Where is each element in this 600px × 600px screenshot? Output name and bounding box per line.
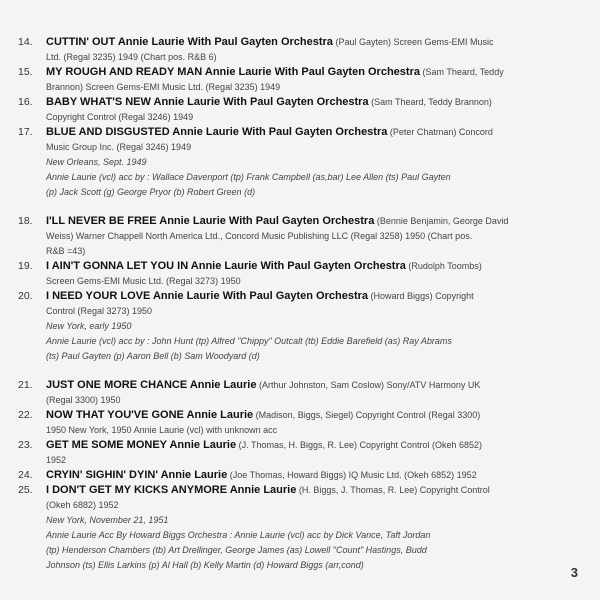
track-15 [18,65,558,95]
track-16 [18,95,558,125]
track-title: CRYIN' SIGHIN' DYIN' Annie Laurie [46,469,228,481]
track-number: 18. [18,215,33,227]
track-title: MY ROUGH AND READY MAN Annie Laurie With Paul Gayten Orchestra [46,66,420,78]
personnel-info: (tp) Henderson Chambers (tb) Art Drellinger, George James (as) Lowell "Count" Hastings, Budd [46,545,427,555]
personnel-info: Annie Laurie (vcl) acc by : John Hunt (tp) Alfred "Chippy" Outcalt (tb) Eddie Barefield (as) Ray Abrams [46,336,452,346]
track-number: 14. [18,36,33,48]
track-title: CUTTIN' OUT Annie Laurie With Paul Gayten Orchestra [46,36,333,48]
track-17 [18,125,558,200]
track-19 [18,259,558,289]
personnel-info: Annie Laurie Acc By Howard Biggs Orchestra : Annie Laurie (vcl) acc by Dick Vance, Taft Jordan [46,530,431,540]
track-25 [18,483,558,573]
track-credit: (H. Biggs, J. Thomas, R. Lee) Copyright Control [298,485,490,495]
session-info: New Orleans, Sept. 1949 [46,157,147,167]
track-number: 20. [18,290,33,302]
track-22 [18,408,558,438]
session-info: New York, November 21, 1951 [46,515,169,525]
track-title: I'LL NEVER BE FREE Annie Laurie With Paul Gayten Orchestra [46,215,375,227]
track-credit: R&B =43) [46,246,86,256]
track-credit: (Arthur Johnston, Sam Coslow) Sony/ATV Harmony UK [258,380,481,390]
track-number: 22. [18,409,33,421]
track-credit: (Regal 3300) 1950 [46,395,121,405]
track-23 [18,438,558,468]
track-number: 16. [18,96,33,108]
track-title: GET ME SOME MONEY Annie Laurie [46,439,237,451]
track-credit: Ltd. (Regal 3235) 1949 (Chart pos. R&B 6) [46,52,217,62]
track-title: I AIN'T GONNA LET YOU IN Annie Laurie With Paul Gayten Orchestra [46,260,406,272]
track-number: 23. [18,439,33,451]
track-credit: (Bennie Benjamin, George David [376,216,509,226]
track-14 [18,35,558,65]
track-credit: (Sam Theard, Teddy [422,67,504,77]
track-credit: (Joe Thomas, Howard Biggs) IQ Music Ltd. (Okeh 6852) 1952 [229,470,477,480]
track-number: 19. [18,260,33,272]
track-credit: 1952 [46,455,67,465]
track-title: BLUE AND DISGUSTED Annie Laurie With Paul Gayten Orchestra [46,126,388,138]
track-credit: Screen Gems-EMI Music Ltd. (Regal 3273) 1950 [46,276,241,286]
track-title: I DON'T GET MY KICKS ANYMORE Annie Laurie [46,484,297,496]
track-credit: Copyright Control (Regal 3246) 1949 [46,112,194,122]
track-credit: Control (Regal 3273) 1950 [46,306,153,316]
track-credit: (J. Thomas, H. Biggs, R. Lee) Copyright Control (Okeh 6852) [238,440,483,450]
track-title: NOW THAT YOU'VE GONE Annie Laurie [46,409,254,421]
track-credit: (Peter Chatman) Concord [389,127,493,137]
page-number: 3 [570,565,578,580]
track-credit: Brannon) Screen Gems-EMI Music Ltd. (Regal 3235) 1949 [46,82,281,92]
track-credit: (Okeh 6882) 1952 [46,500,119,510]
track-list [18,35,558,573]
track-credit: (Paul Gayten) Screen Gems-EMI Music [335,37,494,47]
track-credit: (Rudolph Toombs) [408,261,482,271]
track-number: 21. [18,379,33,391]
track-21 [18,378,558,408]
track-20 [18,289,558,364]
personnel-info: Johnson (ts) Ellis Larkins (p) Al Hall (b) Kelly Martin (d) Howard Biggs (arr,cond) [46,560,364,570]
track-credit: (Sam Theard, Teddy Brannon) [371,97,492,107]
personnel-info: (p) Jack Scott (g) George Pryor (b) Robert Green (d) [46,187,256,197]
track-title: BABY WHAT'S NEW Annie Laurie With Paul Gayten Orchestra [46,96,369,108]
track-credit: 1950 New York, 1950 Annie Laurie (vcl) with unknown acc [46,425,278,435]
track-credit: (Madison, Biggs, Siegel) Copyright Control (Regal 3300) [255,410,481,420]
track-credit: (Howard Biggs) Copyright [370,291,474,301]
track-number: 15. [18,66,33,78]
track-24 [18,468,558,483]
track-credit: Weiss) Warner Chappell North America Ltd., Concord Music Publishing LLC (Regal 3258) 1950 (Chart pos. [46,231,473,241]
track-number: 24. [18,469,33,481]
track-18 [18,214,558,259]
track-title: I NEED YOUR LOVE Annie Laurie With Paul Gayten Orchestra [46,290,369,302]
track-title: JUST ONE MORE CHANCE Annie Laurie [46,379,257,391]
track-number: 17. [18,126,33,138]
track-credit: Music Group Inc. (Regal 3246) 1949 [46,142,192,152]
personnel-info: (ts) Paul Gayten (p) Aaron Bell (b) Sam Woodyard (d) [46,351,260,361]
track-number: 25. [18,484,33,496]
personnel-info: Annie Laurie (vcl) acc by : Wallace Davenport (tp) Frank Campbell (as,bar) Lee Allen (ts) Paul Gayten [46,172,451,182]
session-info: New York, early 1950 [46,321,132,331]
